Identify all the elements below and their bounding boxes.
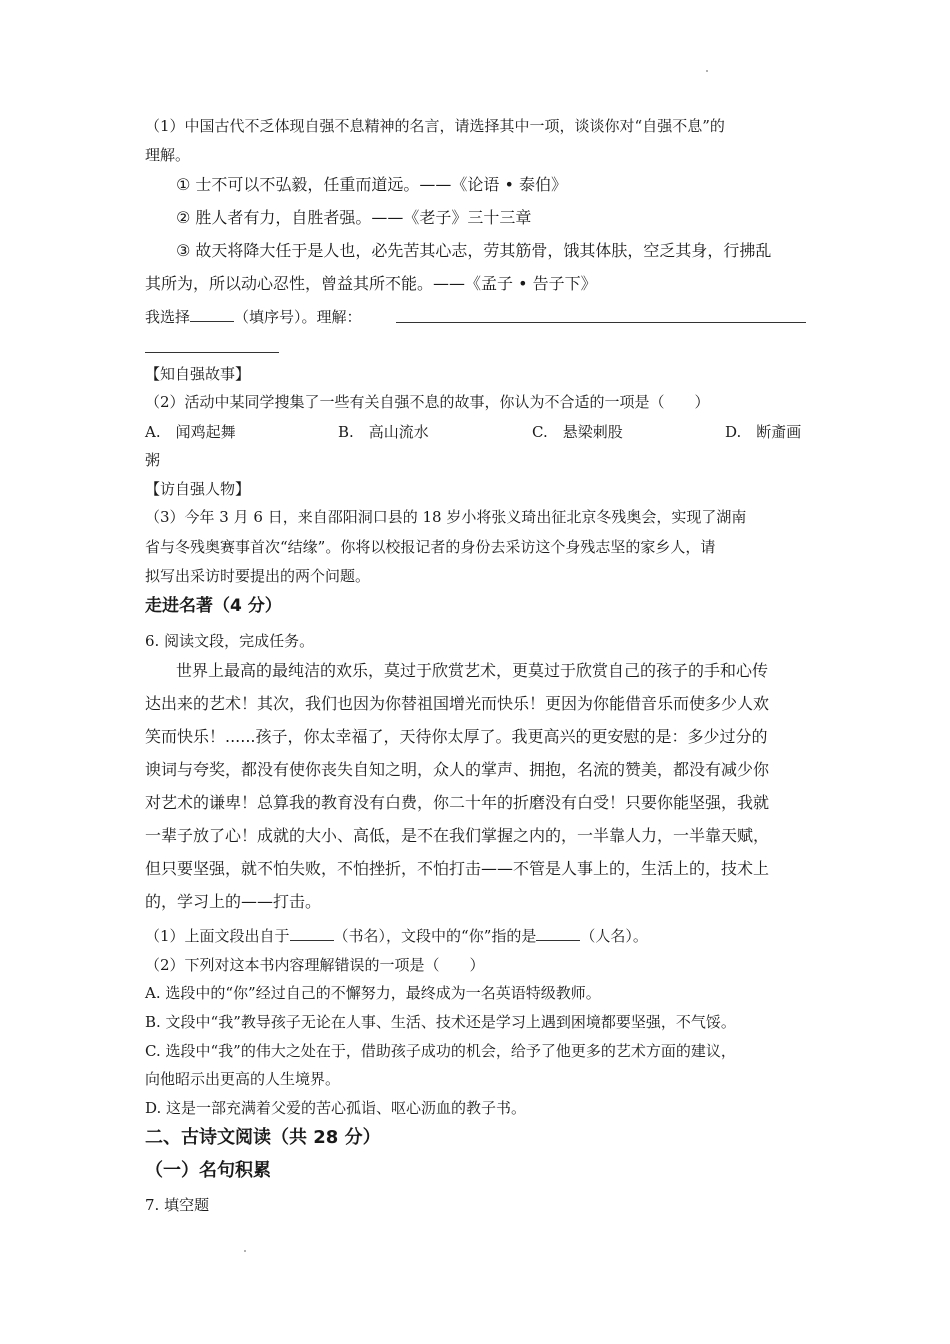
option-d: D. 断齑画 [725,423,802,441]
q5-sub1-line2: 理解。 [145,146,191,164]
section-story: 【知自强故事】 [145,365,251,383]
scan-dot-bottom [244,1250,246,1252]
choose-line [145,307,362,327]
q5-sub1-line1: （1）中国古代不乏体现自强不息精神的名言，请选择其中一项，谈谈你对“自强不息”的 [145,117,725,135]
option-c: C. 悬梁刺股 [532,423,623,441]
scan-dot-top [706,70,708,72]
quote-3-line1: ③ 故天将降大任于是人也，必先苦其心志，劳其筋骨，饿其体肤，空乏其身，行拂乱 [176,241,772,260]
option-d-cont: 粥 [145,451,161,469]
q6-sub1 [145,926,648,946]
person-name-blank[interactable] [536,926,580,941]
choose-suffix: （填序号）。理解： [234,308,362,326]
option-b: B. 高山流水 [338,423,429,441]
quote-1: ① 士不可以不弘毅，任重而道远。——《论语 • 泰伯》 [176,175,568,194]
q5-sub3-line2: 省与冬残奥赛事首次“结缘”。你将以校报记者的身份去采访这个身残志坚的家乡人，请 [145,538,716,556]
understanding-blank[interactable] [396,322,806,323]
choice-number-blank[interactable] [190,307,234,322]
quote-3-line2: 其所为，所以动心忍性，曾益其所不能。——《孟子 • 告子下》 [145,274,597,293]
quote-2: ② 胜人者有力，自胜者强。——《老子》三十三章 [176,208,532,227]
q6-option-c-line2: 向他昭示出更高的人生境界。 [145,1070,341,1088]
passage-line-6: 一辈子放了心！成就的大小、高低，是不在我们掌握之内的，一半靠人力，一半靠天赋， [145,826,770,845]
q6-option-d: D. 这是一部充满着父爱的苦心孤诣、呕心沥血的教子书。 [145,1099,527,1117]
q6-sub2: （2）下列对这本书内容理解错误的一项是（ ） [145,956,485,974]
q5-sub2: （2）活动中某同学搜集了一些有关自强不息的故事，你认为不合适的一项是（ ） [145,393,710,411]
section2-sub-heading: （一）名句积累 [145,1160,271,1181]
section2-heading: 二、古诗文阅读（共 28 分） [145,1127,381,1148]
passage-line-7: 但只要坚强，就不怕失败，不怕挫折，不怕打击——不管是人事上的，生活上的，技术上 [145,859,770,878]
q6-sub1-prefix: （1）上面文段出自于 [145,927,290,945]
q7-title: 7. 填空题 [145,1196,210,1214]
q5-sub3-line3: 拟写出采访时要提出的两个问题。 [145,567,371,585]
passage-line-1: 世界上最高的最纯洁的欢乐，莫过于欣赏艺术，更莫过于欣赏自己的孩子的手和心传 [176,661,769,680]
q5-sub3-line1: （3）今年 3 月 6 日，来自邵阳洞口县的 18 岁小将张义琦出征北京冬残奥会，实现了湖南 [145,508,747,526]
section-person: 【访自强人物】 [145,480,251,498]
book-name-blank[interactable] [290,926,334,941]
passage-line-3: 笑而快乐！......孩子，你太幸福了，天待你太厚了。我更高兴的更安慰的是：多少过分的 [145,727,768,746]
q6-option-c-line1: C. 选段中“我”的伟大之处在于，借助孩子成功的机会，给予了他更多的艺术方面的建议， [145,1042,736,1060]
option-a: A. 闻鸡起舞 [145,423,236,441]
q6-sub1-mid: （书名），文段中的“你”指的是 [333,927,537,945]
passage-line-8: 的，学习上的——打击。 [145,892,322,911]
understanding-blank-cont[interactable] [145,352,279,353]
passage-line-5: 对艺术的谦卑！总算我的教育没有白费，你二十年的折磨没有白受！只要你能坚强，我就 [145,793,770,812]
passage-line-2: 达出来的艺术！其次，我们也因为你替祖国增光而快乐！更因为你能借音乐而使多少人欢 [145,694,770,713]
passage-line-4: 谀词与夸奖，都没有使你丧失自知之明，众人的掌声、拥抱，名流的赞美，都没有减少你 [145,760,770,779]
q6-option-b: B. 文段中“我”教导孩子无论在人事、生活、技术还是学习上遇到困境都要坚强，不气馁。 [145,1013,736,1031]
q6-option-a: A. 选段中的“你”经过自己的不懈努力，最终成为一名英语特级教师。 [145,984,601,1002]
famous-heading: 走进名著（4 分） [145,596,282,616]
q6-title: 6. 阅读文段，完成任务。 [145,632,315,650]
q6-sub1-suffix: （人名）。 [580,927,648,945]
choose-prefix: 我选择 [145,308,191,326]
